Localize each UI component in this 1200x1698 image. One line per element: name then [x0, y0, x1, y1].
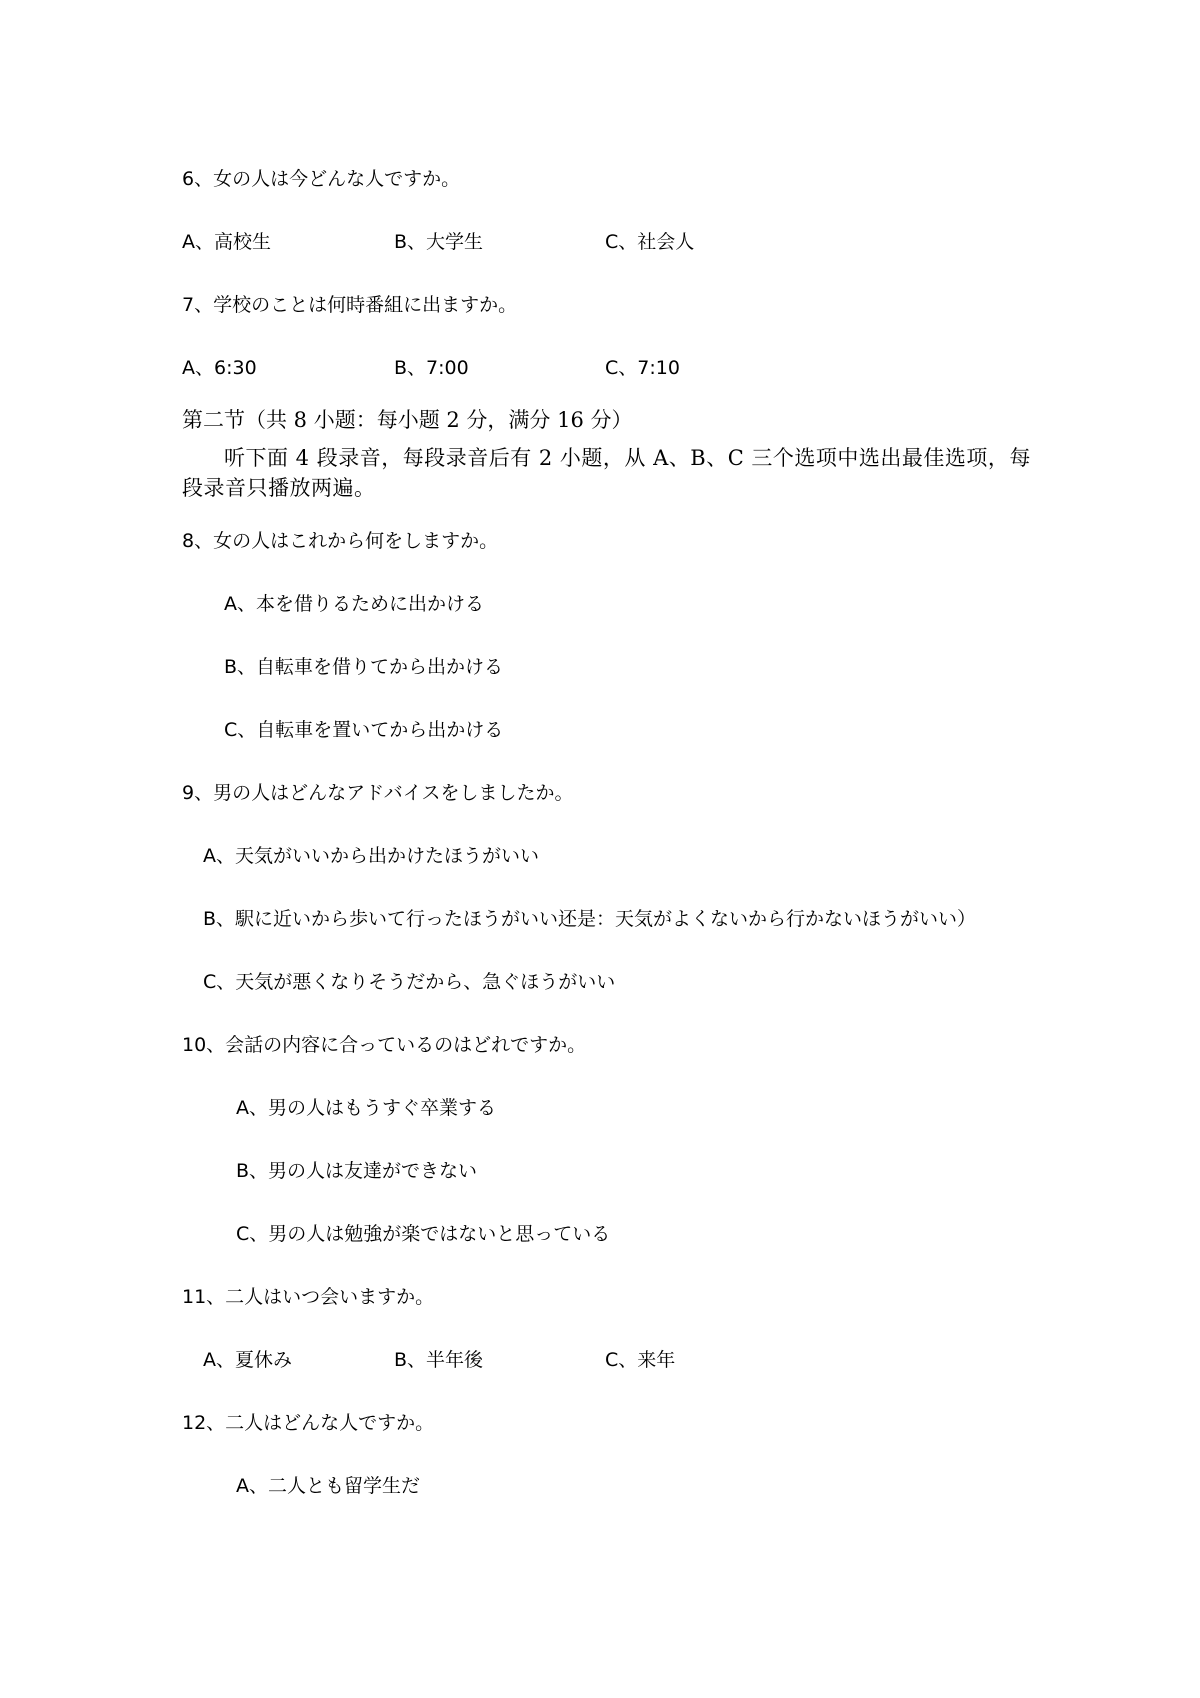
q9-option-c: C、天気が悪くなりそうだから、急ぐほうがいい [203, 971, 616, 993]
section-heading: 第二节（共 8 小题：每小题 2 分，满分 16 分） [182, 408, 633, 432]
q8-option-c: C、自転車を置いてから出かける [224, 719, 504, 741]
q7-option-c: C、7:10 [605, 357, 680, 379]
q7-option-b: B、7:00 [394, 357, 469, 379]
section-instructions: 听下面 4 段录音，每段录音后有 2 小题，从 A、B、C 三个选项中选出最佳选项，每段录音只播放两遍。 [182, 446, 1031, 500]
question-7: 7、学校のことは何時番組に出ますか。 [182, 294, 518, 316]
q11-option-c: C、来年 [605, 1349, 676, 1371]
question-12: 12、二人はどんな人ですか。 [182, 1412, 435, 1434]
q10-option-b: B、男の人は友達ができない [236, 1160, 478, 1182]
q11-option-b: B、半年後 [394, 1349, 484, 1371]
q9-option-a: A、天気がいいから出かけたほうがいい [203, 845, 539, 867]
question-11: 11、二人はいつ会いますか。 [182, 1286, 435, 1308]
q6-option-b: B、大学生 [394, 231, 484, 253]
question-9: 9、男の人はどんなアドバイスをしましたか。 [182, 782, 574, 804]
q9-option-b: B、駅に近いから歩いて行ったほうがいい还是：天気がよくないから行かないほうがいい） [203, 908, 977, 930]
q11-option-a: A、夏休み [203, 1349, 292, 1371]
q6-option-a: A、高校生 [182, 231, 271, 253]
q7-option-a: A、6:30 [182, 357, 257, 379]
q8-option-a: A、本を借りるために出かける [224, 593, 484, 615]
q8-option-b: B、自転車を借りてから出かける [224, 656, 504, 678]
q12-option-a: A、二人とも留学生だ [236, 1475, 420, 1497]
q6-option-c: C、社会人 [605, 231, 695, 253]
q10-option-c: C、男の人は勉強が楽ではないと思っている [236, 1223, 611, 1245]
question-8: 8、女の人はこれから何をしますか。 [182, 530, 499, 552]
question-10: 10、会話の内容に合っているのはどれですか。 [182, 1034, 587, 1056]
q10-option-a: A、男の人はもうすぐ卒業する [236, 1097, 496, 1119]
question-6: 6、女の人は今どんな人ですか。 [182, 168, 461, 190]
